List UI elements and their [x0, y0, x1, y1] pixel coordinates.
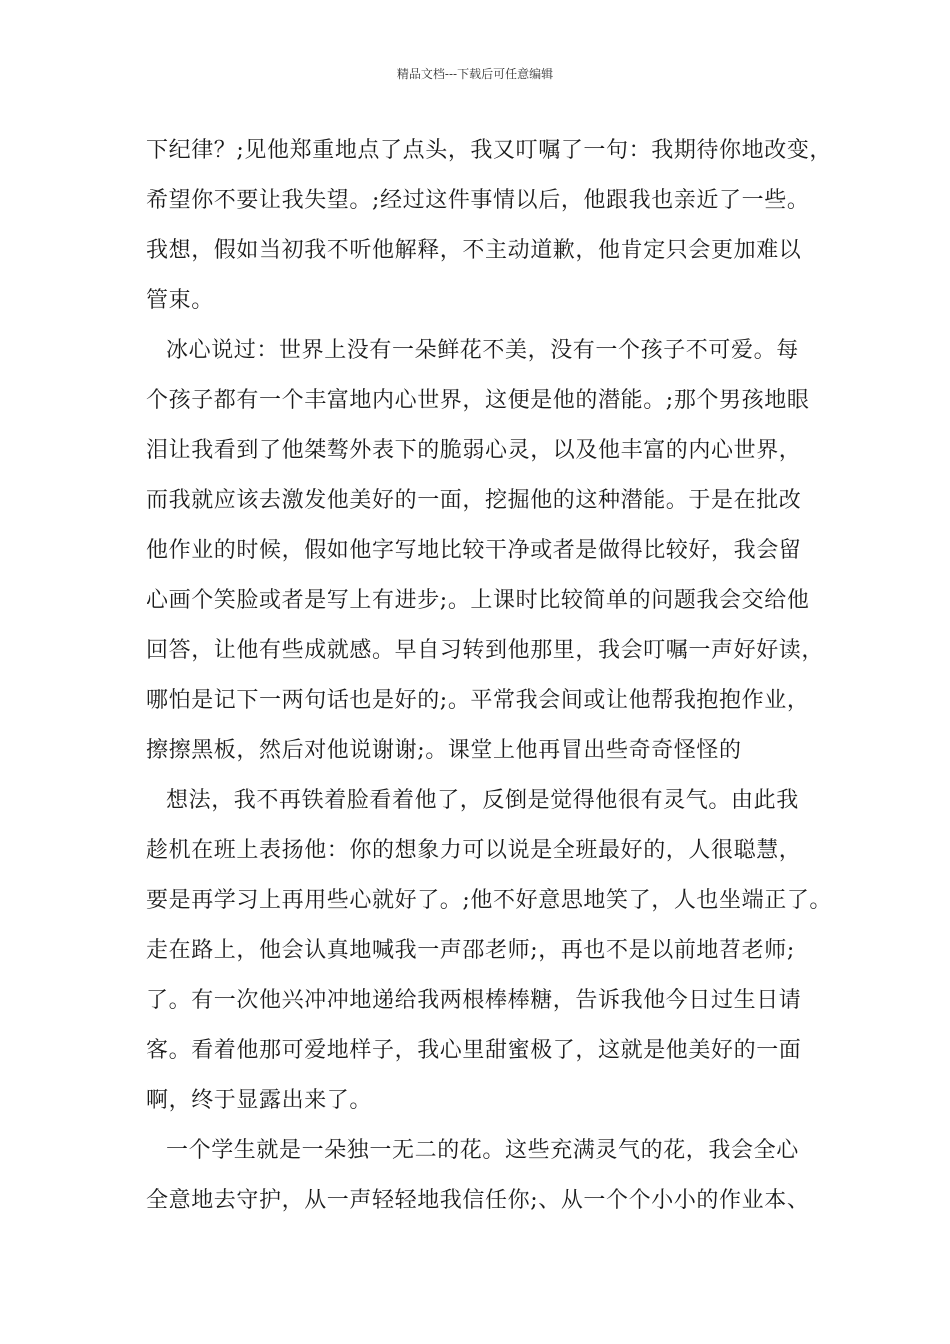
text-line: 啊，终于显露出来了。: [146, 1088, 373, 1113]
text-line: 了。有一次他兴冲冲地递给我两根棒棒糖，告诉我他今日过生日请: [146, 988, 802, 1013]
text-line: 全意地去守护，从一声轻轻地我信任你;、从一个个小小的作业本、: [146, 1188, 810, 1213]
text-line: 想法，我不再铁着脸看着他了，反倒是觉得他很有灵气。由此我: [166, 788, 799, 813]
text-line: 下纪律？;见他郑重地点了点头，我又叮嘱了一句：我期待你地改变，: [146, 138, 833, 163]
text-line: 要是再学习上再用些心就好了。;他不好意思地笑了，人也坐端正了。: [146, 888, 833, 913]
text-line: 而我就应该去激发他美好的一面，挖掘他的这种潜能。于是在批改: [146, 488, 802, 513]
text-line: 个孩子都有一个丰富地内心世界，这便是他的潜能。;那个男孩地眼: [146, 388, 810, 413]
page-header: 精品文档---下载后可任意编辑: [396, 67, 554, 81]
text-line: 他作业的时候，假如他字写地比较干净或者是做得比较好，我会留: [146, 538, 802, 563]
text-line: 回答，让他有些成就感。早自习转到他那里，我会叮嘱一声好好读，: [146, 638, 825, 663]
text-line: 希望你不要让我失望。;经过这件事情以后，他跟我也亲近了一些。: [146, 188, 810, 213]
document-body: [146, 126, 833, 1226]
text-line: 冰心说过：世界上没有一朵鲜花不美，没有一个孩子不可爱。每: [166, 338, 799, 363]
text-line: 擦擦黑板，然后对他说谢谢;。课堂上他再冒出些奇奇怪怪的: [146, 738, 742, 763]
text-line: 我想，假如当初我不听他解释，不主动道歉，他肯定只会更加难以: [146, 238, 802, 263]
text-line: 泪让我看到了他桀骜外表下的脆弱心灵，以及他丰富的内心世界，: [146, 438, 802, 463]
text-line: 走在路上，他会认真地喊我一声邵老师;，再也不是以前地苕老师;: [146, 938, 795, 963]
text-line: 哪怕是记下一两句话也是好的;。平常我会间或让他帮我抱抱作业，: [146, 688, 810, 713]
text-line: 管束。: [146, 288, 214, 313]
text-line: 客。看着他那可爱地样子，我心里甜蜜极了，这就是他美好的一面: [146, 1038, 802, 1063]
text-line: 一个学生就是一朵独一无二的花。这些充满灵气的花，我会全心: [166, 1138, 799, 1163]
text-line: 心画个笑脸或者是写上有进步;。上课时比较简单的问题我会交给他: [146, 588, 810, 613]
text-line: 趁机在班上表扬他：你的想象力可以说是全班最好的，人很聪慧，: [146, 838, 802, 863]
